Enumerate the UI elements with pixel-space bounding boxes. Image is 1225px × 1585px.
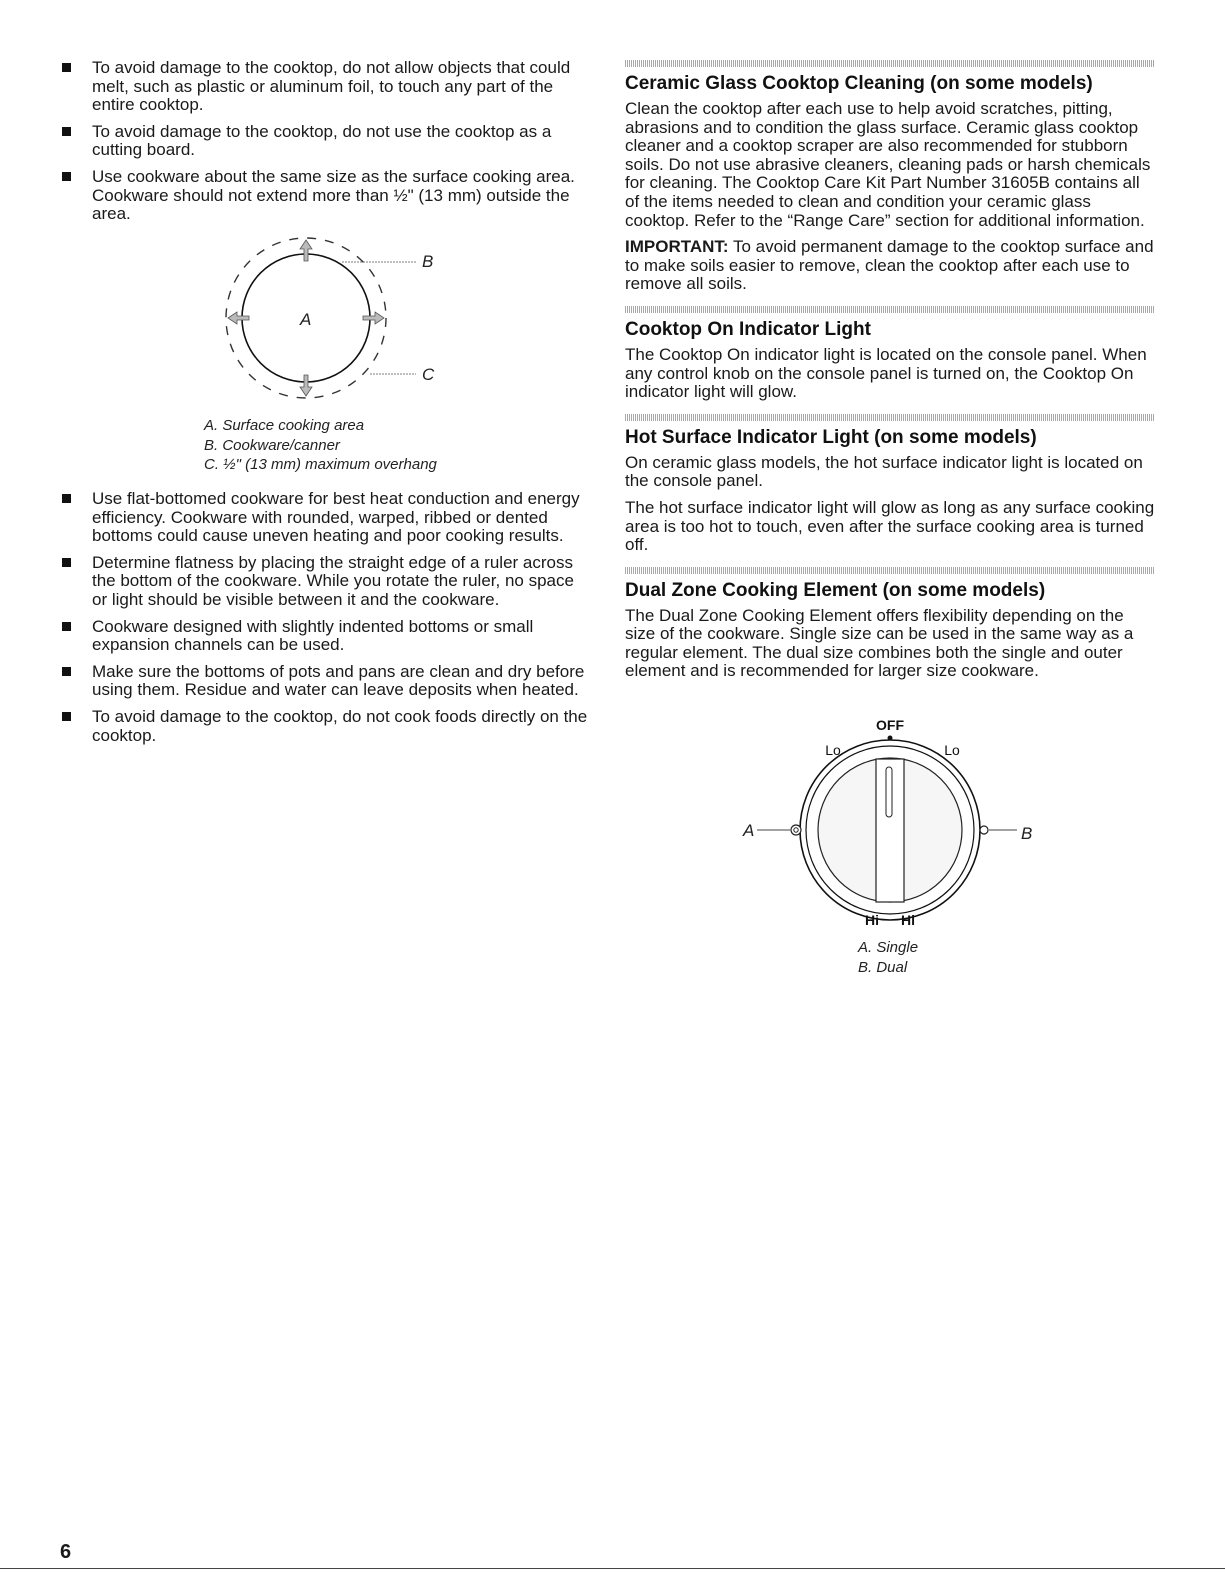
paragraph: The hot surface indicator light will glow as long as any surface cooking area is too hot to touch, even after the surface cooking area is turned off.: [625, 497, 1155, 555]
section-divider: [625, 306, 1155, 313]
bullet-icon: [62, 712, 71, 721]
lo-right-label: Lo: [944, 742, 960, 758]
paragraph: Clean the cooktop after each use to help avoid scratches, pitting, abrasions and to condition the glass surface. Ceramic glass cooktop cleaner and a cooktop scraper are also recommended for stubborn soils. Do not use abrasive cleaners, cleaning pads or harsh chemicals for cleaning. The Cooktop Care Kit Part Number 31605B contains all of the items needed to clean and condition your ceramic glass cooktop. Refer to the “Range Care” section for additional information.: [625, 99, 1151, 230]
hi-left-label: Hi: [865, 912, 879, 928]
list-item: Cookware designed with slightly indented bottoms or small expansion channels can be used.: [60, 618, 590, 655]
list-item: Use flat-bottomed cookware for best heat conduction and energy efficiency. Cookware with rounded, warped, ribbed or dented bottoms could cause uneven heating and poor cooking results.: [60, 490, 590, 546]
bullet-icon: [62, 667, 71, 676]
section-title-on-indicator: Cooktop On Indicator Light: [625, 318, 871, 340]
lo-left-label: Lo: [825, 742, 841, 758]
list-item: To avoid damage to the cooktop, do not allow objects that could melt, such as plastic or aluminum foil, to touch any part of the entire cooktop.: [60, 59, 590, 115]
page-number: 6: [60, 1541, 72, 1563]
important-note: IMPORTANT: To avoid permanent damage to the cooktop surface and to make soils easier to remove, clean the cooktop after each use to remove all soils.: [625, 237, 1154, 294]
paragraph: On ceramic glass models, the hot surface indicator light is located on the console panel.: [625, 452, 1143, 491]
list-item: Use cookware about the same size as the surface cooking area. Cookware should not extend more than ½" (13 mm) outside the area.: [60, 168, 590, 224]
cookware-size-diagram: [210, 232, 470, 412]
bullet-icon: [62, 63, 71, 72]
hi-right-label: Hi: [901, 912, 915, 928]
figure-caption: A. Surface cooking area B. Cookware/canner C. ½" (13 mm) maximum overhang: [204, 417, 437, 474]
section-divider: [625, 60, 1155, 67]
bullet-icon: [62, 127, 71, 136]
figure-caption: A. Single B. Dual: [858, 939, 919, 976]
section-title-dual-zone: Dual Zone Cooking Element (on some models): [625, 579, 1046, 601]
section-divider: [625, 567, 1155, 574]
knob-indicator: [886, 767, 892, 817]
label-b: B: [422, 252, 434, 271]
bullet-list-bottom: [60, 490, 590, 753]
label-a: A: [743, 821, 755, 840]
dual-marker-icon: [980, 826, 988, 834]
section-title-ceramic: Ceramic Glass Cooktop Cleaning (on some models): [625, 73, 1093, 94]
right-column: [625, 60, 1155, 689]
off-label: OFF: [876, 717, 904, 733]
list-item: Determine flatness by placing the straight edge of a ruler across the bottom of the cookware. While you rotate the ruler, no space or light should be visible between it and the cookware.: [60, 554, 590, 610]
bullet-icon: [62, 172, 71, 181]
single-marker-icon: [791, 825, 801, 835]
list-item: To avoid damage to the cooktop, do not cook foods directly on the cooktop.: [60, 708, 590, 745]
label-a: A: [300, 310, 312, 329]
label-b: B: [1021, 824, 1033, 843]
footer-rule: [0, 1568, 1225, 1569]
section-title-hot-surface: Hot Surface Indicator Light (on some models): [625, 426, 1037, 448]
bullet-icon: [62, 622, 71, 631]
label-c: C: [422, 365, 435, 384]
bullet-icon: [62, 494, 71, 503]
paragraph: The Dual Zone Cooking Element offers flexibility depending on the size of the cookware. Single size can be used in the same way as a regular element. The dual size combines both the single and outer element and is recommended for larger size cookware.: [625, 605, 1134, 681]
list-item: Make sure the bottoms of pots and pans are clean and dry before using them. Residue and water can leave deposits when heated.: [60, 663, 590, 700]
list-item: To avoid damage to the cooktop, do not use the cooktop as a cutting board.: [60, 123, 590, 160]
bullet-icon: [62, 558, 71, 567]
paragraph: The Cooktop On indicator light is located on the console panel. When any control knob on the console panel is turned on, the Cooktop On indicator light will glow.: [625, 344, 1147, 402]
dual-zone-knob-diagram: [735, 712, 1055, 937]
section-divider: [625, 414, 1155, 421]
bullet-list-top: [60, 59, 590, 232]
